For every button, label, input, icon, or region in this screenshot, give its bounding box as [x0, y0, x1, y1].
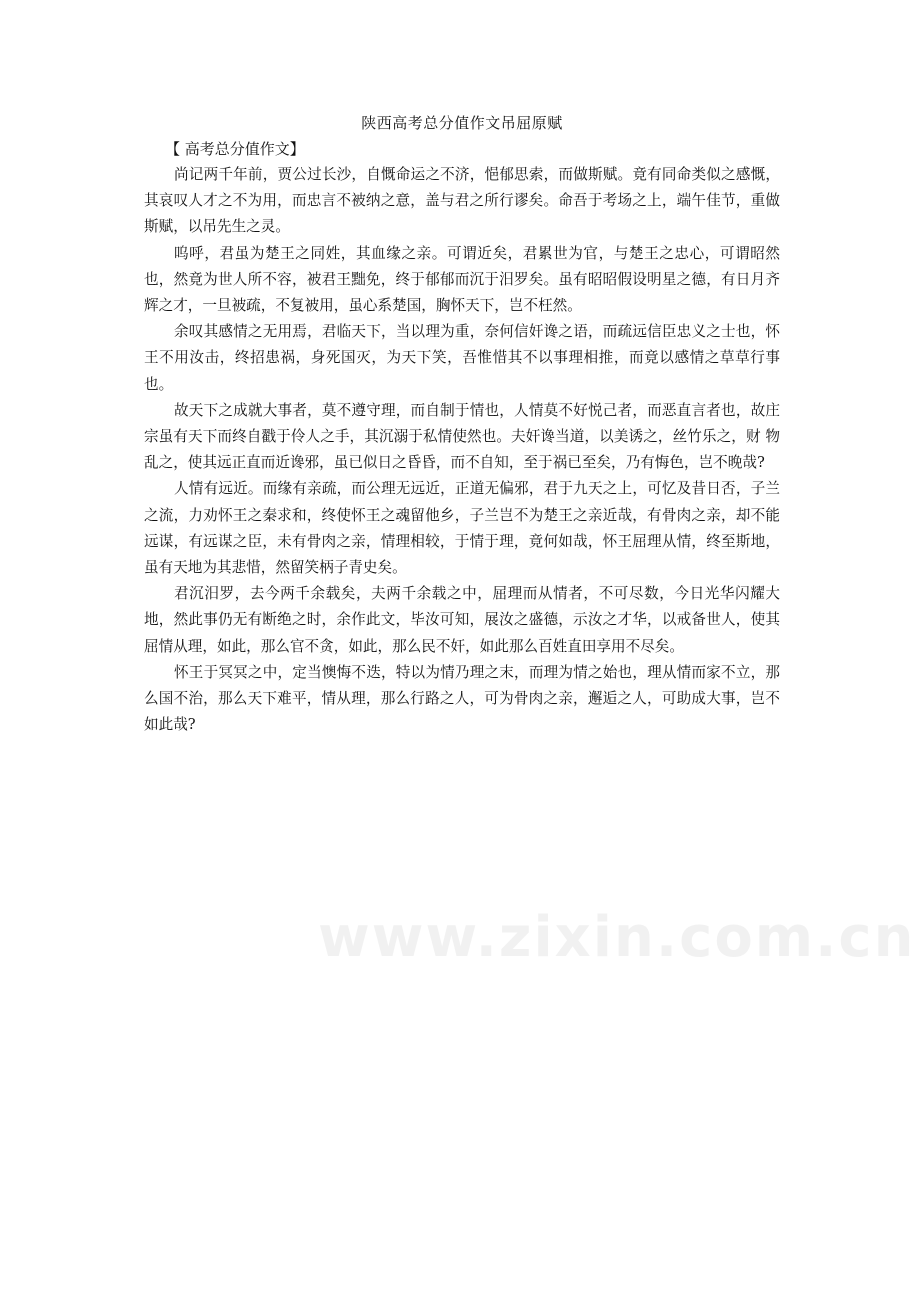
paragraph-7: 怀王于冥冥之中，定当懊悔不迭，特以为情乃理之末，而理为情之始也，理从情而家不立，那么国不治，那么天下难平，情从理，那么行路之人，可为骨肉之亲，邂逅之人，可助成大事，岂不如此哉?	[144, 663, 780, 734]
paragraph-6: 君沉汨罗，去今两千余载矣，夫两千余载之中，屈理而从情者，不可尽数，今日光华闪耀大地，然此事仍无有断绝之时，余作此文，毕汝可知，展汝之盛德，示汝之才华，以戒备世人，使其屈情从理，如此，那么官不贪，如此，那么民不奸，如此那么百姓直田享用不尽矣。	[144, 585, 780, 655]
document-title: 陕西高考总分值作文吊屈原赋	[361, 114, 563, 132]
paragraph-4: 故天下之成就大事者，莫不遵守理，而自制于情也，人情莫不好悦己者，而恶直言者也，故庄宗虽有天下而终自戳于伶人之手，其沉溺于私情使然也。夫奸谗当道，以美诱之，丝竹乐之，财 物乱之，使其远正直而近谗邪，虽已似日之昏昏，而不自知，至于祸已至矣，乃有悔色，岂不晚哉?	[144, 401, 780, 472]
paragraph-5: 人情有远近。而缘有亲疏，而公理无远近，正道无偏邪，君于九天之上，可忆及昔日否，子兰之流，力劝怀王之秦求和，终使怀王之魂留他乡，子兰岂不为楚王之亲近哉，有骨肉之亲，却不能远谋，有远谋之臣，未有骨肉之亲，情理相较，于情于理，竟何如哉，怀王屈理从情，终至斯地，虽有天地为其悲惜，然留笑柄子青史矣。	[144, 480, 780, 577]
section-label: 【 高考总分值作文】	[165, 140, 305, 158]
paragraph-2: 呜呼，君虽为楚王之同姓，其血缘之亲。可谓近矣，君累世为官，与楚王之忠心，可谓昭然也，然竟为世人所不容，被君王黜免，终于郁郁而沉于汨罗矣。虽有昭昭假设明星之德，有日月齐辉之才，一旦被疏，不复被用，虽心系楚国，胸怀天下，岂不枉然。	[144, 244, 780, 315]
paragraph-1: 尚记两千年前，贾公过长沙，自慨命运之不济，悒郁思索，而做斯赋。竟有同命类似之感慨，其哀叹人才之不为用，而忠言不被纳之意，盖与君之所行谬矣。命吾于考场之上，端午佳节，重做斯赋，以吊先生之灵。	[144, 166, 780, 236]
watermark: www.zixin.com.cn	[318, 905, 916, 970]
paragraph-3: 余叹其感情之无用焉，君临天下，当以理为重，奈何信奸谗之语，而疏远信臣忠义之士也，怀王不用汝击，终招患祸，身死国灭，为天下笑，吾惟惜其不以事理相推，而竟以感情之草草行事也。	[144, 323, 780, 393]
document-body	[144, 112, 780, 738]
